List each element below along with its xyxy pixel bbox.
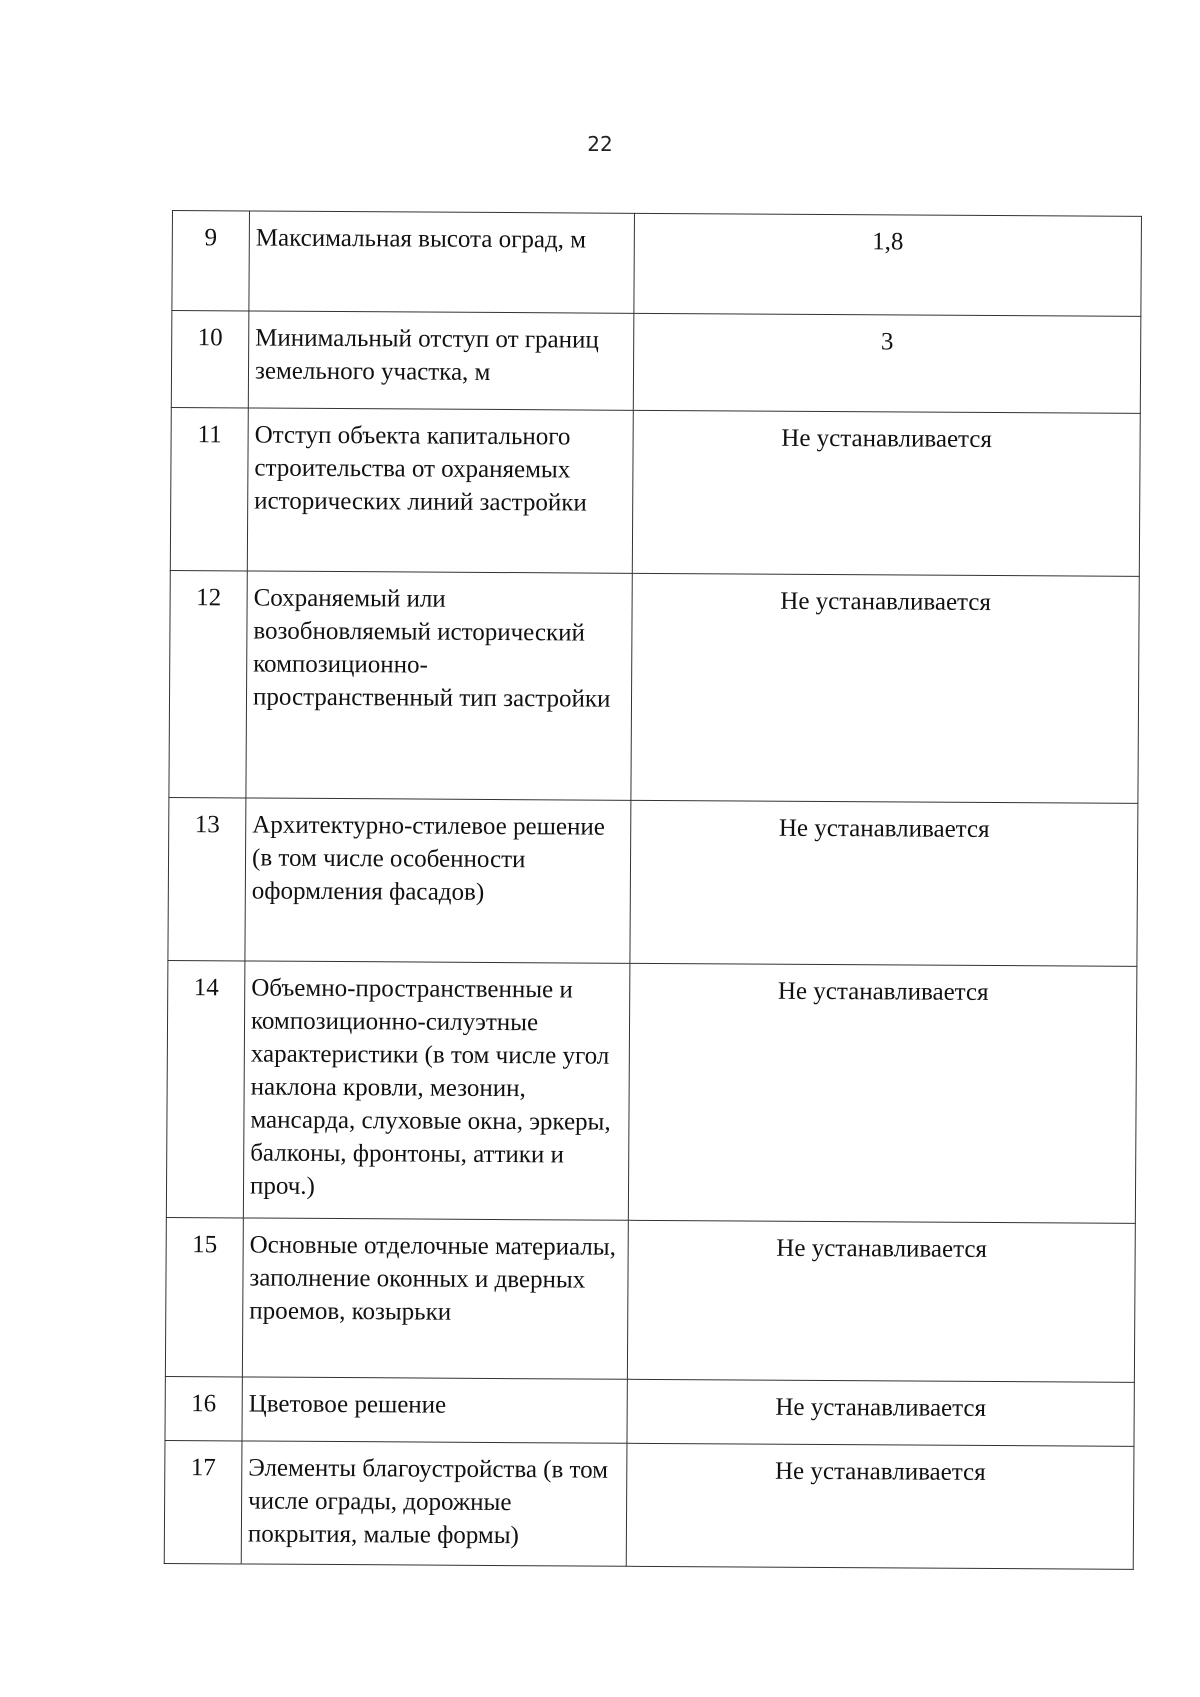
table-row	[166, 960, 1137, 1223]
table-row	[172, 211, 1142, 317]
row-number: 11	[170, 407, 248, 570]
parameter-value: Не устанавливается	[627, 1379, 1134, 1446]
parameter-name: Объемно-пространственные и композиционно-силуэтные характеристики (в том числе угол наклона кровли, мезонин, мансарда, слуховые окна, эркеры, балконы, фронтоны, аттики и проч.)	[243, 961, 630, 1220]
table-row	[171, 311, 1141, 414]
parameter-name: Сохраняемый или возобновляемый исторический композиционно-пространственный тип застройки	[246, 571, 632, 800]
row-number: 10	[171, 311, 249, 408]
parameter-name: Элементы благоустройства (в том числе ограды, дорожные покрытия, малые формы)	[241, 1441, 627, 1566]
parameter-name: Максимальная высота оград, м	[249, 211, 635, 313]
page-number: 22	[587, 132, 613, 156]
parameter-name: Отступ объекта капитального строительства от охраняемых исторических линий застройки	[247, 408, 633, 573]
parameter-value: Не устанавливается	[630, 800, 1138, 966]
parameters-table	[164, 210, 1142, 1570]
row-number: 16	[165, 1376, 242, 1440]
parameter-value: 3	[633, 313, 1141, 413]
table-row	[164, 1440, 1134, 1569]
table-row	[170, 407, 1140, 576]
row-number: 17	[164, 1440, 242, 1563]
parameter-name: Архитектурно-стилевое решение (в том числе особенности оформления фасадов)	[245, 798, 631, 963]
parameter-value: Не устанавливается	[628, 963, 1137, 1223]
parameter-name: Основные отделочные материалы, заполнение оконных и дверных проемов, козырьки	[242, 1218, 628, 1379]
row-number: 12	[169, 570, 247, 797]
row-number: 13	[168, 797, 246, 960]
row-number: 9	[172, 211, 250, 311]
parameter-name: Минимальный отступ от границ земельного участка, м	[248, 311, 634, 410]
table-row	[165, 1376, 1134, 1446]
table-row	[168, 797, 1138, 966]
table-row	[165, 1217, 1135, 1382]
parameter-value: Не устанавливается	[631, 573, 1139, 803]
parameter-value: Не устанавливается	[632, 410, 1140, 576]
row-number: 15	[165, 1217, 243, 1376]
parameter-value: 1,8	[634, 213, 1142, 316]
table-row	[169, 570, 1139, 803]
row-number: 14	[166, 960, 245, 1217]
parameter-name: Цветовое решение	[242, 1377, 627, 1443]
parameter-value: Не устанавливается	[626, 1443, 1134, 1569]
parameter-value: Не устанавливается	[627, 1220, 1135, 1382]
